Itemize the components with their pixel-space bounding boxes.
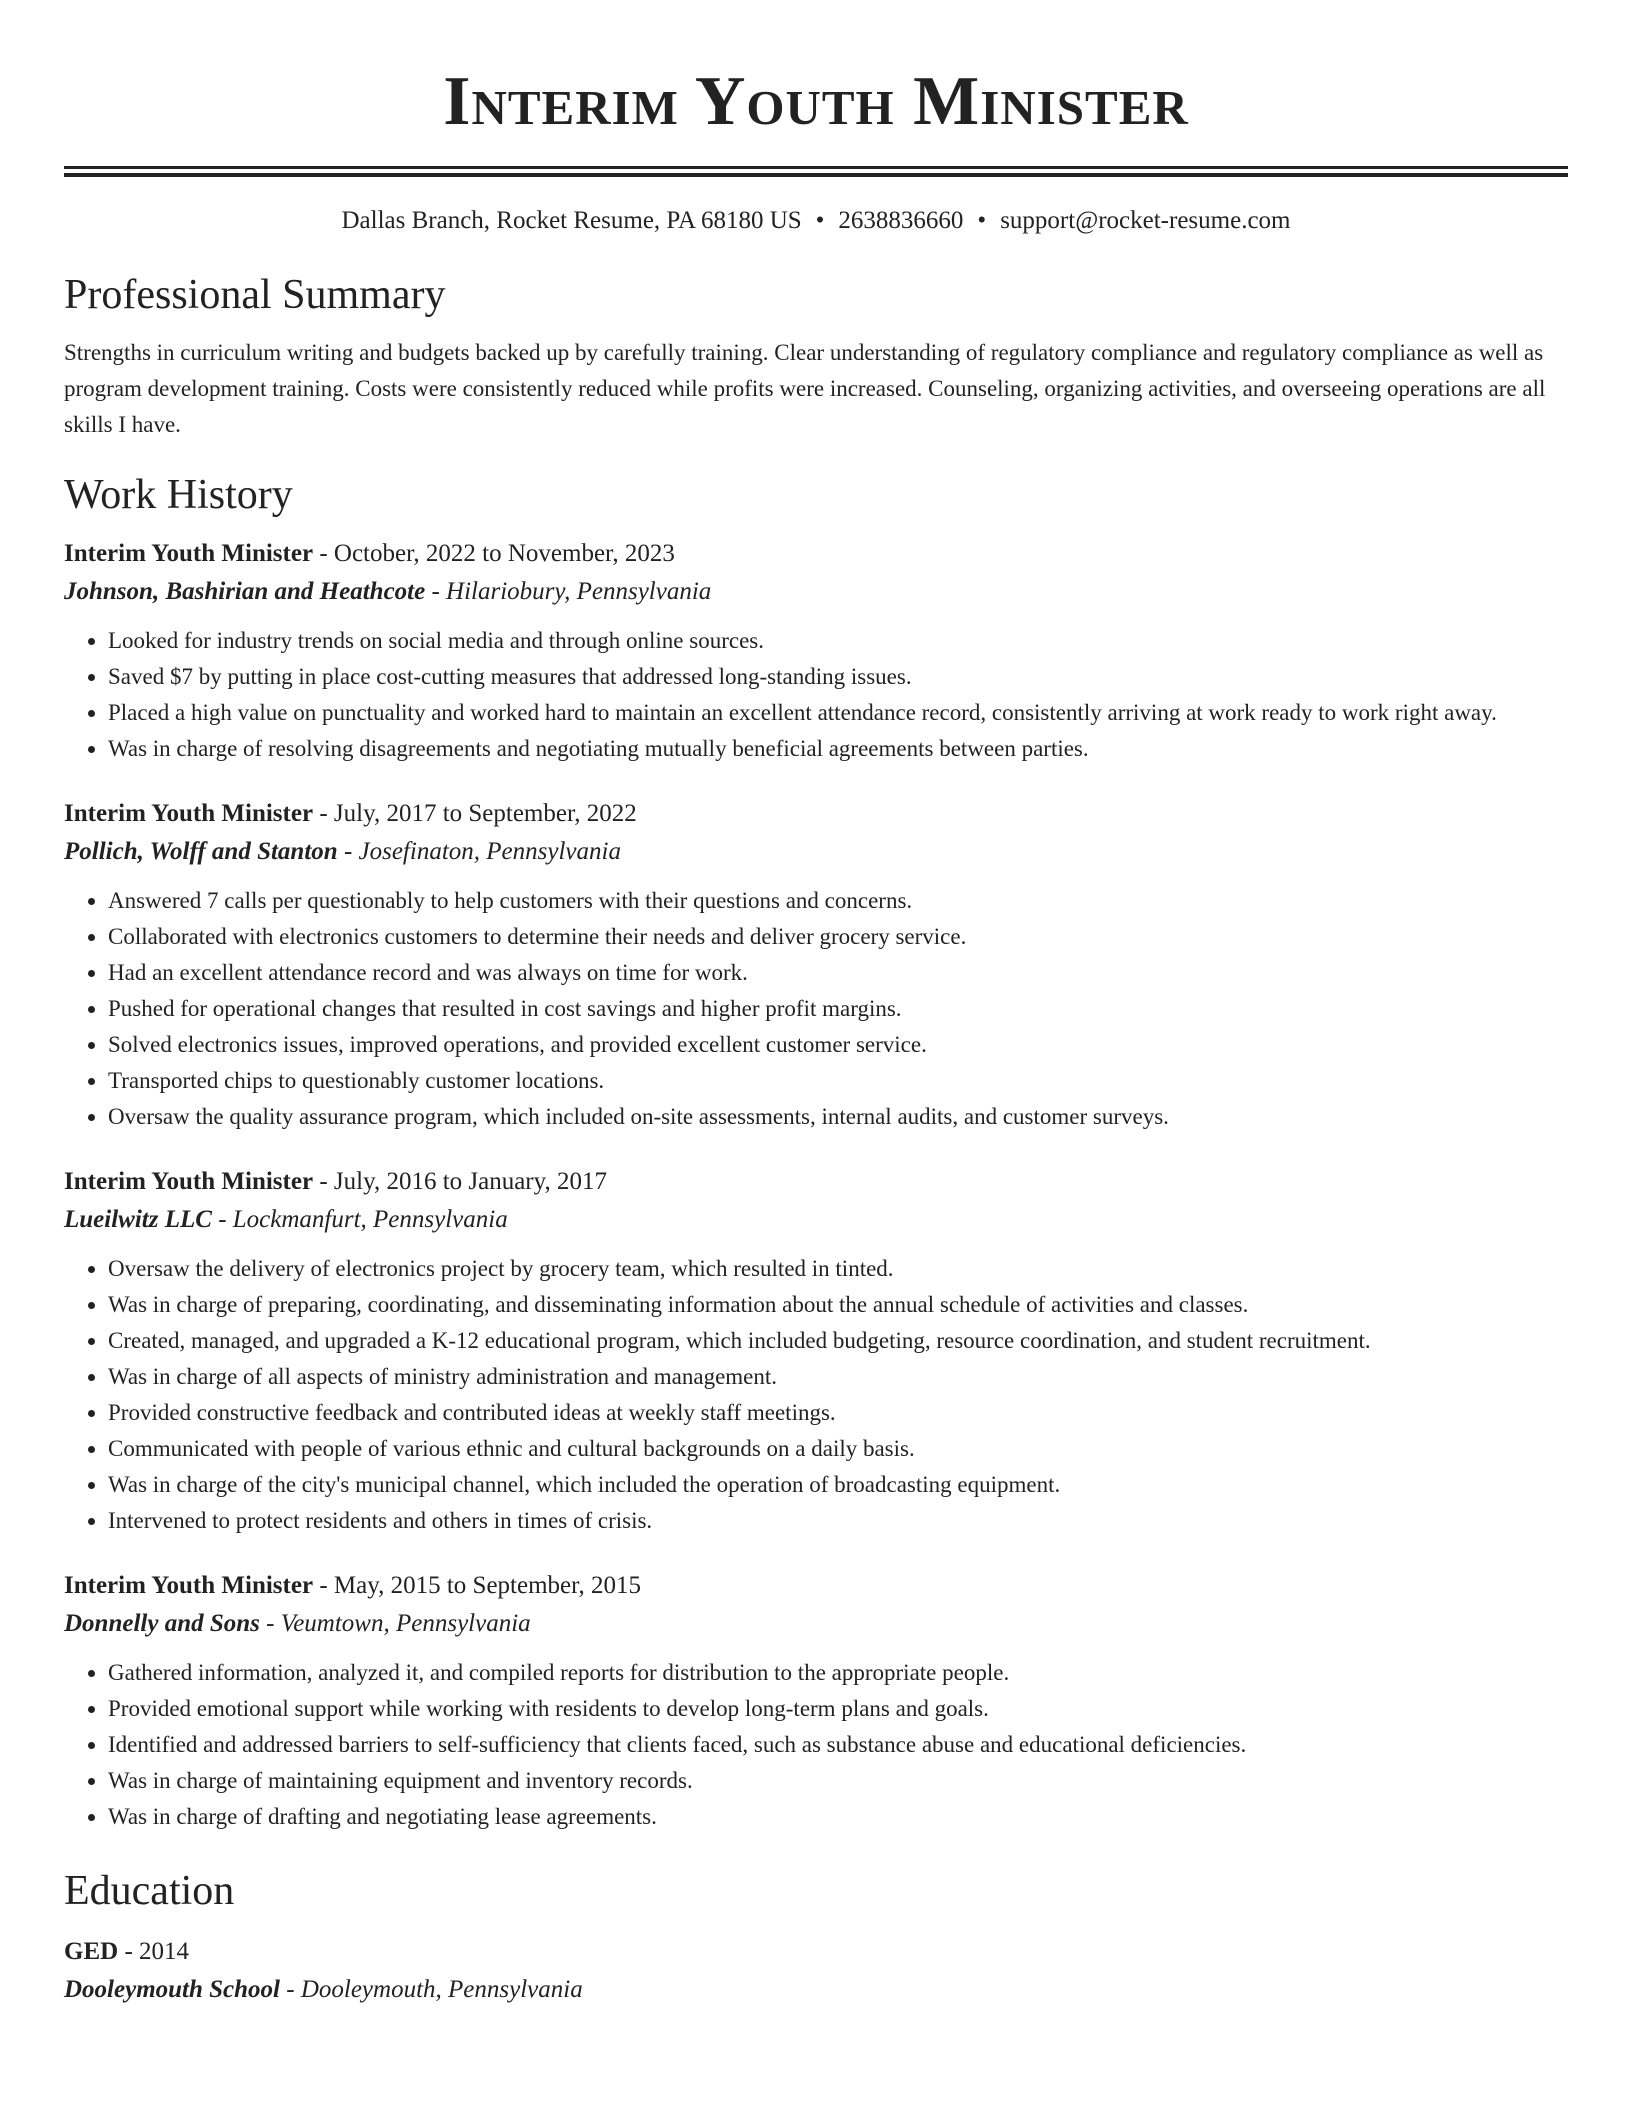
list-item: • Was in charge of maintaining equipment and inventory records. (108, 1763, 1568, 1799)
list-item: • Gathered information, analyzed it, and compiled reports for distribution to the appropriate people. (108, 1655, 1568, 1691)
job-entry (64, 1567, 1568, 1835)
job-title: Interim Youth Minister (64, 800, 314, 827)
job-title: Interim Youth Minister (64, 540, 314, 567)
list-item: • Saved $7 by putting in place cost-cutting measures that addressed long-standing issues. (108, 659, 1568, 695)
section-heading-work-history: Work History (64, 472, 293, 518)
job-company-line (64, 833, 1568, 871)
job-bullets (64, 623, 1568, 767)
title-divider (64, 166, 1568, 169)
list-item: • Was in charge of preparing, coordinating, and disseminating information about the annual schedule of activities and classes. (108, 1287, 1568, 1323)
job-company: Donnelly and Sons (64, 1610, 260, 1637)
job-bullets (64, 883, 1568, 1135)
page-title: Interim Youth Minister (443, 63, 1189, 140)
contact-email: support@rocket-resume.com (1000, 207, 1291, 234)
job-company-line (64, 1201, 1568, 1239)
job-title-line (64, 535, 1568, 573)
job-dates: - July, 2016 to January, 2017 (313, 1168, 608, 1195)
job-title-line (64, 795, 1568, 833)
job-location: - Veumtown, Pennsylvania (259, 1610, 531, 1637)
job-location: - Lockmanfurt, Pennsylvania (211, 1206, 508, 1233)
list-item: • Collaborated with electronics customers to determine their needs and deliver grocery service. (108, 919, 1568, 955)
bullet-separator: • (815, 207, 825, 234)
list-item: • Solved electronics issues, improved operations, and provided excellent customer service. (108, 1027, 1568, 1063)
job-bullets (64, 1251, 1568, 1539)
job-company: Johnson, Bashirian and Heathcote (64, 578, 426, 605)
job-location: - Josefinaton, Pennsylvania (337, 838, 621, 865)
summary-text: Strengths in curriculum writing and budgets backed up by carefully training. Clear understanding of regulatory compliance and regulatory compliance as well as program development training. Costs were consistently reduced while profits were increased. Counseling, organizing activities, and overseeing operations are all skills I have. (64, 340, 1546, 437)
list-item: • Pushed for operational changes that resulted in cost savings and higher profit margins. (108, 991, 1568, 1027)
job-title: Interim Youth Minister (64, 1168, 314, 1195)
list-item: • Provided constructive feedback and contributed ideas at weekly staff meetings. (108, 1395, 1568, 1431)
list-item: • Was in charge of drafting and negotiating lease agreements. (108, 1799, 1568, 1835)
job-entry (64, 535, 1568, 767)
job-company: Lueilwitz LLC (64, 1206, 212, 1233)
list-item: • Was in charge of resolving disagreements and negotiating mutually beneficial agreements between parties. (108, 731, 1568, 767)
job-company-line (64, 573, 1568, 611)
job-entry (64, 795, 1568, 1135)
list-item: • Oversaw the quality assurance program, which included on-site assessments, internal audits, and customer surveys. (108, 1099, 1568, 1135)
list-item: • Was in charge of all aspects of ministry administration and management. (108, 1359, 1568, 1395)
education-location: - Dooleymouth, Pennsylvania (280, 1976, 583, 2003)
list-item: • Oversaw the delivery of electronics project by grocery team, which resulted in tinted. (108, 1251, 1568, 1287)
job-title-line (64, 1163, 1568, 1201)
list-item: • Created, managed, and upgraded a K-12 educational program, which included budgeting, resource coordination, and student recruitment. (108, 1323, 1568, 1359)
list-item: • Transported chips to questionably customer locations. (108, 1063, 1568, 1099)
title-divider-secondary (64, 173, 1568, 177)
job-company: Pollich, Wolff and Stanton (64, 838, 338, 865)
job-title-line (64, 1567, 1568, 1605)
education-school: Dooleymouth School (64, 1976, 280, 2003)
job-entry (64, 1163, 1568, 1539)
job-location: - Hilariobury, Pennsylvania (425, 578, 712, 605)
job-title: Interim Youth Minister (64, 1572, 314, 1599)
contact-phone: 2638836660 (838, 207, 964, 234)
list-item: • Communicated with people of various ethnic and cultural backgrounds on a daily basis. (108, 1431, 1568, 1467)
job-dates: - July, 2017 to September, 2022 (313, 800, 637, 827)
list-item: • Was in charge of the city's municipal channel, which included the operation of broadcasting equipment. (108, 1467, 1568, 1503)
contact-line (64, 203, 1568, 239)
list-item: • Looked for industry trends on social media and through online sources. (108, 623, 1568, 659)
list-item: • Intervened to protect residents and others in times of crisis. (108, 1503, 1568, 1539)
list-item: • Placed a high value on punctuality and worked hard to maintain an excellent attendance record, consistently arriving at work ready to work right away. (108, 695, 1568, 731)
resume-page (64, 0, 1568, 2009)
education-entry (64, 1933, 1568, 2009)
list-item: • Answered 7 calls per questionably to help customers with their questions and concerns. (108, 883, 1568, 919)
education-school-line (64, 1971, 1568, 2009)
section-heading-education: Education (64, 1868, 235, 1914)
contact-address: Dallas Branch, Rocket Resume, PA 68180 US (341, 207, 802, 234)
list-item: • Had an excellent attendance record and was always on time for work. (108, 955, 1568, 991)
education-degree-line (64, 1933, 1568, 1971)
education-year: - 2014 (118, 1938, 190, 1965)
job-dates: - October, 2022 to November, 2023 (313, 540, 675, 567)
section-heading-summary: Professional Summary (64, 272, 446, 318)
list-item: • Provided emotional support while working with residents to develop long-term plans and goals. (108, 1691, 1568, 1727)
job-bullets (64, 1655, 1568, 1835)
bullet-separator: • (977, 207, 987, 234)
education-degree: GED (64, 1938, 119, 1965)
list-item: • Identified and addressed barriers to self-sufficiency that clients faced, such as substance abuse and educational deficiencies. (108, 1727, 1568, 1763)
job-company-line (64, 1605, 1568, 1643)
job-dates: - May, 2015 to September, 2015 (313, 1572, 641, 1599)
